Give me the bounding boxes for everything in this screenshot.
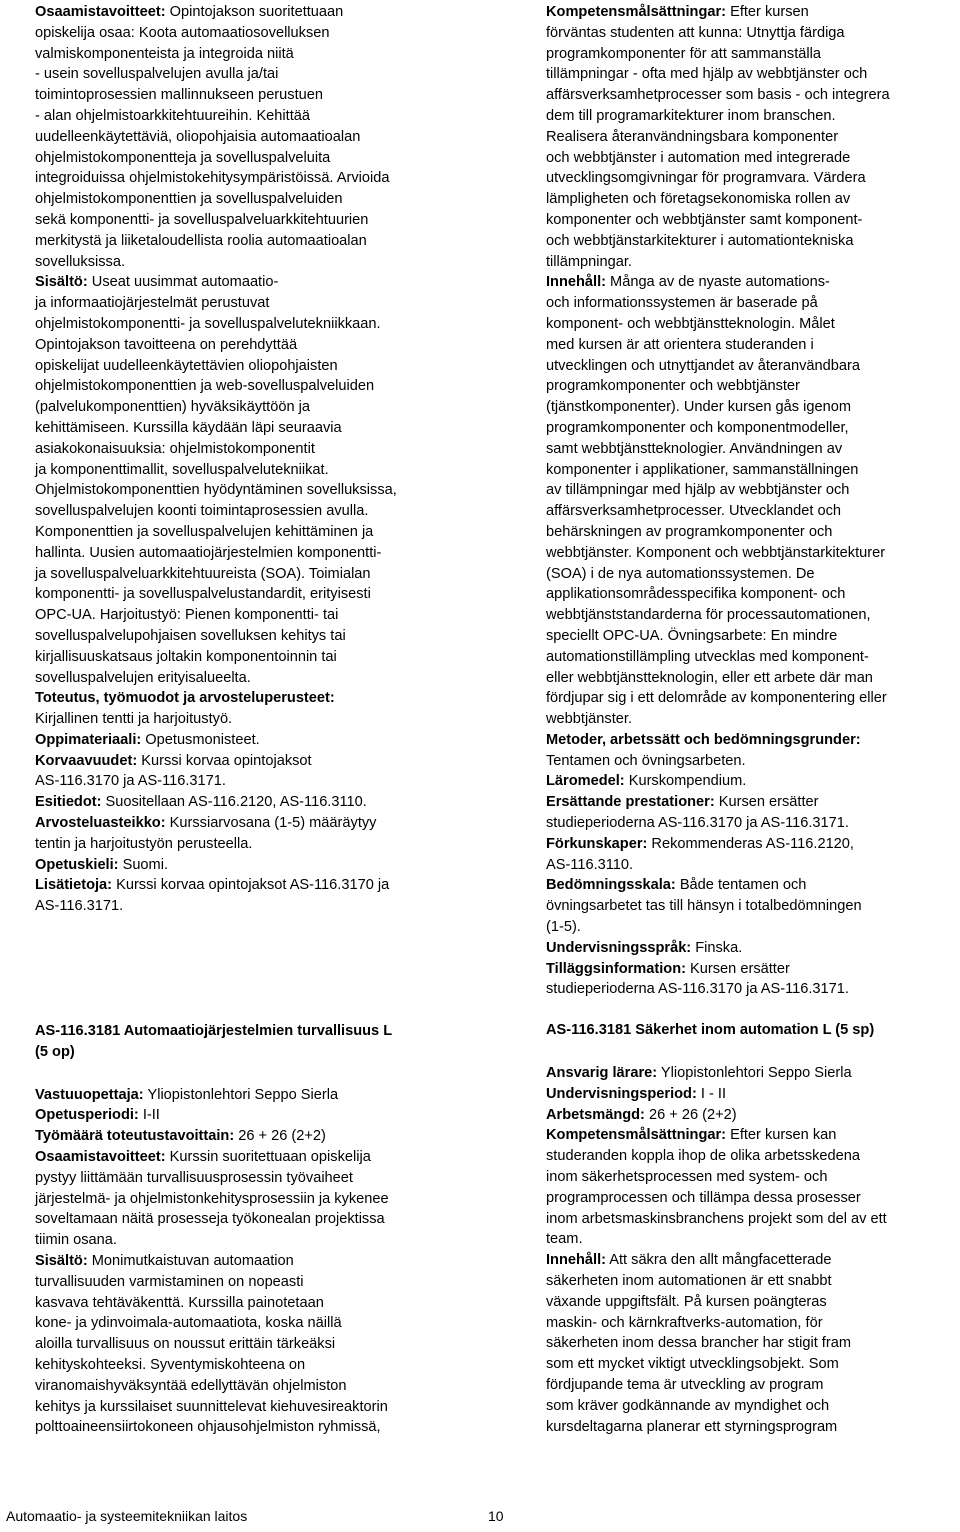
text-line [35,210,475,231]
text-line [35,168,475,189]
text-run: tiimin osana. [35,1232,117,1249]
field-label: Vastuuopettaja: [35,1086,144,1103]
right-section-a [546,2,956,1000]
course-title-line: AS-116.3181 Automaatiojärjestelmien turvallisuus L [35,1023,393,1040]
text-line [546,1188,956,1209]
text-line [546,168,956,189]
text-run: tillämpningar. [546,253,632,270]
field-label: Lisätietoja: [35,877,113,894]
course-title-line: AS-116.3181 Säkerhet inom automation L (5 sp) [546,1022,875,1039]
text-run: hallinta. Uusien automaatiojärjestelmien komponentti- [35,544,382,561]
text-run: Opintojakson tavoitteena on perehdyttää [35,336,298,353]
text-run: behärskningen av programkomponenter och [546,523,833,540]
left-section-b [35,1085,475,1439]
text-line [35,418,475,439]
text-line [35,1355,475,1376]
text-line [546,1417,956,1438]
text-line [546,356,956,377]
text-run: team. [546,1231,583,1248]
field-label: Förkunskaper: [546,835,648,852]
text-run: Realisera återanvändningsbara komponenter [546,128,839,145]
text-line [35,584,475,605]
text-line [35,1397,475,1418]
text-run: 26 + 26 (2+2) [644,1106,737,1123]
text-run: komponenter i applikationer, sammanställningen [546,461,859,478]
text-line [35,1189,475,1210]
course-title-fi [35,1021,475,1063]
text-run: valmiskomponenteista ja integroida niitä [35,45,294,62]
text-line [35,1313,475,1334]
text-line [546,231,956,252]
text-line [35,127,475,148]
text-line [546,605,956,626]
text-line [35,855,475,876]
text-run: I-II [138,1107,160,1124]
text-line [35,896,475,917]
text-line [35,272,475,293]
field-label: Osaamistavoitteet: [35,1149,166,1166]
text-run: AS-116.3171. [35,898,124,915]
text-line [546,1292,956,1313]
text-line [35,335,475,356]
text-line [546,543,956,564]
text-run: opiskelija osaa: Koota automaatiosovelluksen [35,24,330,41]
field-label: Ersättande prestationer: [546,794,715,811]
text-run: 26 + 26 (2+2) [234,1128,326,1145]
text-run: kasvava tehtäväkenttä. Kurssilla painotetaan [35,1294,324,1311]
text-line [546,564,956,585]
text-run: ohjelmistokomponentti- ja sovelluspalvelutekniikkaan. [35,315,381,332]
text-run: Kursen ersätter [714,794,819,811]
text-run: ohjelmistokomponenttien ja web-sovelluspalveluiden [35,378,375,395]
text-run: och webbtjänster i automation med integrerade [546,149,851,166]
text-line [546,1084,956,1105]
text-line [35,106,475,127]
text-run: kehitys ja kurssilaiset suunnittelevat kiehuvesireaktorin [35,1398,388,1415]
text-run: förväntas studenten att kunna: Utnyttja färdiga [546,24,845,41]
text-run: merkitystä ja liiketaloudellista roolia automaatioalan [35,232,367,249]
text-line [546,1146,956,1167]
text-run: automationstillämpling utvecklas med komponent- [546,648,869,665]
text-run: AS-116.3110. [546,856,634,873]
text-run: Kurskompendium. [624,773,747,790]
text-run: inom arbetsmaskinsbranchens projekt som del av ett [546,1210,887,1227]
text-run: lämpligheten och företagsekonomiska rollen av [546,191,851,208]
field-label: Bedömningsskala: [546,877,676,894]
field-label: Innehåll: [546,274,606,291]
text-run: - alan ohjelmistoarkkitehtuureihin. Kehittää [35,107,311,124]
text-line [35,1168,475,1189]
field-label: Kompetensmålsättningar: [546,4,727,20]
text-line [546,522,956,543]
field-label: Tilläggsinformation: [546,960,686,977]
field-label: Osaamistavoitteet: [35,4,166,20]
text-line [35,1126,475,1147]
text-line [546,896,956,917]
field-label: Arvosteluasteikko: [35,815,166,832]
text-run: utvecklingsomgivningar för programvara. Värdera [546,170,866,187]
text-line [35,1251,475,1272]
text-line [35,148,475,169]
text-run: OPC-UA. Harjoitustyö: Pienen komponentti- tai [35,607,339,624]
text-line [546,792,956,813]
text-run: Suomi. [118,856,169,873]
text-run: komponent- och webbtjänstteknologin. Målet [546,315,835,332]
text-run: Yliopistonlehtori Seppo Sierla [657,1065,852,1082]
text-run: sekä komponentti- ja sovelluspalveluarkkitehtuurien [35,211,369,228]
text-line [35,564,475,585]
field-label: Metoder, arbetssätt och bedömningsgrunder: [546,731,861,748]
text-line [546,1229,956,1250]
text-run: och informationssystemen är baserade på [546,295,818,312]
text-line [546,668,956,689]
field-label: Opetusperiodi: [35,1107,139,1124]
text-run: Både tentamen och [675,877,807,894]
field-label: Undervisningsspråk: [546,939,692,956]
text-line [35,1376,475,1397]
text-line [35,1334,475,1355]
text-run: järjestelmä- ja ohjelmistonkehitysprosessiin ja kykenee [35,1190,389,1207]
text-line [546,85,956,106]
text-run: programkomponenter för att sammanställa [546,45,821,62]
right-column [546,2,956,1437]
text-line [546,314,956,335]
text-line [546,44,956,65]
text-line [35,771,475,792]
text-run: (palvelukomponenttien) hyväksikäyttöön ja [35,399,311,416]
text-run: integroiduissa ohjelmistokehitysympäristöissä. Arvioida [35,170,390,187]
text-run: med kursen är att orientera studeranden i [546,336,814,353]
text-line [546,501,956,522]
text-run: eller webbtjänstteknologin, eller ett arbete där man [546,669,873,686]
text-run: Monimutkaistuvan automaation [87,1253,294,1270]
text-line [546,189,956,210]
text-line [546,1375,956,1396]
text-line [35,64,475,85]
text-run: webbtjänster. [546,711,632,728]
field-label: Arbetsmängd: [546,1106,645,1123]
text-run: komponentti- ja sovelluspalvelustandardit, erityisesti [35,586,371,603]
text-run: Kurssi korvaa opintojaksot [137,752,312,769]
text-line [35,439,475,460]
text-line [546,127,956,148]
text-run: speciellt OPC-UA. Övningsarbete: En mindre [546,627,838,644]
text-run: programkomponenter och webbtjänster [546,378,800,395]
text-line [546,709,956,730]
text-line [35,501,475,522]
text-run: Finska. [691,939,743,956]
text-line [546,751,956,772]
text-run: dem till programarkitekturer inom branschen. [546,107,836,124]
text-line [35,709,475,730]
text-line [35,1105,475,1126]
text-line [546,1313,956,1334]
text-run: studieperioderna AS-116.3170 ja AS-116.3171. [546,815,849,832]
text-line [35,647,475,668]
text-run: som kräver godkännande av myndighet och [546,1397,830,1414]
field-label: Undervisningsperiod: [546,1085,697,1102]
text-line [35,293,475,314]
text-line [546,252,956,273]
text-run: ja sovelluspalveluarkkitehtuureista (SOA). Toimialan [35,565,371,582]
text-run: (1-5). [546,919,581,936]
text-line [546,293,956,314]
text-run: inom säkerhetsprocessen med system- och [546,1169,828,1186]
text-line [546,1271,956,1292]
text-line [35,231,475,252]
text-run: Många av de nyaste automations- [606,274,830,291]
text-run: kursdeltagarna planerar ett styrningsprogram [546,1418,838,1435]
text-line [546,771,956,792]
text-line [35,1085,475,1106]
text-line [35,792,475,813]
course-title-line: (5 op) [35,1043,75,1060]
field-label: Korvaavuudet: [35,752,138,769]
field-label: Opetuskieli: [35,856,119,873]
text-line [546,480,956,501]
text-run: asiakokonaisuuksia: ohjelmistokomponentit [35,440,315,457]
field-label: Työmäärä toteutustavoittain: [35,1128,235,1145]
text-line [546,1167,956,1188]
text-line [546,397,956,418]
text-line [35,834,475,855]
text-run: viranomaishyväksyntää edellyttävän ohjelmiston [35,1377,347,1394]
text-run: utvecklingen och utnyttjandet av återanvändbara [546,357,860,374]
text-run: uudelleenkäytettäviä, oliopohjaisia automaatioalan [35,128,361,145]
right-section-b [546,1063,956,1437]
text-line [35,44,475,65]
text-line [35,356,475,377]
text-run: (tjänstkomponenter). Under kursen gås igenom [546,399,852,416]
text-run: ja informaatiojärjestelmät perustuvat [35,295,270,312]
text-line [546,855,956,876]
text-run: tentin ja harjoitustyön perusteella. [35,835,253,852]
text-run: säkerheten inom dessa brancher har stigit fram [546,1335,851,1352]
text-line [35,2,475,23]
text-run: och webbtjänstarkitekturer i automationtekniska [546,232,854,249]
text-line [546,584,956,605]
text-line [546,1105,956,1126]
text-line [35,460,475,481]
text-line [35,875,475,896]
text-line [35,1293,475,1314]
text-run: fördjupande tema är utveckling av program [546,1377,824,1393]
text-line [546,979,956,1000]
text-line [546,376,956,397]
text-run: sovelluspalvelupohjaisen sovelluksen kehitys tai [35,627,346,644]
text-line [35,543,475,564]
text-line [35,85,475,106]
text-run: polttoaineensiirtokoneen ohjausohjelmiston ryhmissä, [35,1419,381,1436]
text-line [35,813,475,834]
text-run: växande uppgiftsfält. På kursen poängteras [546,1293,827,1310]
text-line [546,23,956,44]
text-run: pystyy liittämään turvallisuusprosessin työvaiheet [35,1169,353,1186]
text-run: övningsarbetet tas till hänsyn i totalbedömningen [546,898,862,915]
text-run: AS-116.3170 ja AS-116.3171. [35,773,226,790]
text-run: Tentamen och övningsarbeten. [546,752,746,769]
text-line [546,917,956,938]
text-line [546,730,956,751]
text-run: toimintoprosessien mallinnukseen perustuen [35,87,323,104]
text-run: Kurssi korvaa opintojaksot AS-116.3170 ja [112,877,390,894]
text-line [546,418,956,439]
text-run: webbtjänststandarderna för processautomationen, [546,607,871,624]
text-run: Efter kursen kan [726,1127,837,1144]
field-label: Läromedel: [546,773,625,790]
text-line [546,1354,956,1375]
text-line [546,439,956,460]
text-run: Rekommenderas AS-116.2120, [647,835,854,852]
text-run: sovelluspalvelujen erityisalueelta. [35,669,251,686]
text-run: Kurssiarvosana (1-5) määräytyy [165,815,377,832]
text-run: samt webbtjänstteknologier. Användningen av [546,440,843,457]
text-line [546,1250,956,1271]
text-run: Ohjelmistokomponenttien hyödyntäminen sovelluksissa, [35,482,397,499]
text-line [35,1272,475,1293]
text-line [35,189,475,210]
text-run: opiskelijat uudelleenkäytettävien oliopohjaisten [35,357,338,374]
text-run: Komponenttien ja sovelluspalvelujen kehittäminen ja [35,523,374,540]
text-run: webbtjänster. Komponent och webbtjänstarkitekturer [546,544,886,561]
page-number: 10 [488,1508,504,1524]
text-line [35,1147,475,1168]
text-line [546,959,956,980]
text-line [35,668,475,689]
text-run: studieperioderna AS-116.3170 ja AS-116.3171. [546,981,849,998]
field-label: Esitiedot: [35,794,102,811]
left-column [35,2,475,1438]
text-line [35,314,475,335]
field-label: Oppimateriaali: [35,731,142,748]
text-run: ja komponenttimallit, sovelluspalvelutekniikat. [35,461,329,478]
text-line [546,460,956,481]
footer-department: Automaatio- ja systeemitekniikan laitos [6,1508,248,1524]
text-run: tillämpningar - ofta med hjälp av webbtjänster och [546,66,868,83]
field-label: Ansvarig lärare: [546,1065,658,1082]
text-run: ohjelmistokomponentteja ja sovelluspalveluita [35,149,331,166]
text-run: Suositellaan AS-116.2120, AS-116.3110. [101,794,367,811]
text-run: som ett mycket viktigt utvecklingsobjekt. Som [546,1356,839,1373]
text-run: komponenter och webbtjänster samt komponent- [546,211,863,228]
text-line [35,480,475,501]
text-run: applikationsområdesspecifika komponent- och [546,586,846,603]
course-title-sv [546,1020,956,1041]
text-line [35,522,475,543]
text-line [546,335,956,356]
text-run: affärsverksamhetprocesser. Utvecklandet och [546,503,841,520]
text-line [546,64,956,85]
field-label: Sisältö: [35,1253,88,1270]
field-label: Innehåll: [546,1252,606,1269]
text-run: Efter kursen [726,4,809,20]
text-run: aloilla turvallisuus on noussut erittäin tärkeäksi [35,1336,336,1353]
text-line [546,1333,956,1354]
text-line [35,751,475,772]
text-run: sovelluspalvelujen koonti toimintaprosessien avulla. [35,503,369,520]
text-run: soveltamaan näitä prosesseja työkonealan projektissa [35,1211,385,1228]
text-run: maskin- och kärnkraftverks-automation, för [546,1314,823,1331]
text-line [35,397,475,418]
text-line [546,1396,956,1417]
text-line [546,938,956,959]
text-line [35,1209,475,1230]
text-run: programprocessen och tillämpa dessa prosesser [546,1189,861,1206]
text-run: Kursen ersätter [686,960,790,977]
text-line [35,605,475,626]
text-line [35,730,475,751]
text-line [546,106,956,127]
text-line [35,1230,475,1251]
text-run: säkerheten inom automationen är ett snabbt [546,1273,832,1290]
field-label: Toteutus, työmuodot ja arvosteluperusteet: [35,690,335,707]
text-line [546,626,956,647]
text-run: turvallisuuden varmistaminen on nopeasti [35,1273,304,1290]
text-run: kirjallisuuskatsaus joltakin komponentoinnin tai [35,648,337,665]
text-line [546,875,956,896]
field-label: Sisältö: [35,274,88,291]
text-run: kone- ja ydinvoimala-automaatiota, koska näillä [35,1315,342,1332]
left-section-a [35,2,475,917]
text-line [546,647,956,668]
text-run: studeranden koppla ihop de olika arbetsskedena [546,1148,860,1165]
text-run: kehittämiseen. Kurssilla käydään läpi seuraavia [35,419,342,436]
text-line [35,252,475,273]
text-run: Kirjallinen tentti ja harjoitustyö. [35,711,233,728]
field-label: Kompetensmålsättningar: [546,1127,727,1144]
text-line [546,834,956,855]
text-line [546,813,956,834]
text-run: affärsverksamhetprocesser som basis - och integrera [546,87,890,104]
text-run: Useat uusimmat automaatio- [87,274,279,291]
text-line [546,272,956,293]
text-run: programkomponenter och komponentmodeller, [546,419,849,436]
text-run: (SOA) i de nya automationssystemen. De [546,565,815,582]
text-run: Yliopistonlehtori Seppo Sierla [143,1086,339,1103]
text-run: I - II [696,1085,727,1102]
text-run: Att säkra den allt mångfacetterade [606,1252,832,1269]
text-run: Opetusmonisteet. [141,731,260,748]
text-line [35,23,475,44]
text-line [35,688,475,709]
text-run: Kurssin suoritettuaan opiskelija [165,1149,371,1166]
text-run: sovelluksissa. [35,253,126,270]
text-line [546,1125,956,1146]
text-line [546,688,956,709]
text-line [35,626,475,647]
text-run: - usein sovelluspalvelujen avulla ja/tai [35,66,279,83]
text-line [546,2,956,23]
text-run: fördjupar sig i ett delområde av komponentering eller [546,690,887,707]
text-line [546,1209,956,1230]
text-line [35,376,475,397]
text-line [546,148,956,169]
text-run: av tillämpningar med hjälp av webbtjänster och [546,482,850,499]
text-line [546,1063,956,1084]
text-run: kehityskohteeksi. Syventymiskohteena on [35,1357,306,1374]
text-run: Opintojakson suoritettuaan [165,4,344,20]
text-run: ohjelmistokomponenttien ja sovelluspalveluiden [35,191,343,208]
text-line [35,1417,475,1438]
text-line [546,210,956,231]
